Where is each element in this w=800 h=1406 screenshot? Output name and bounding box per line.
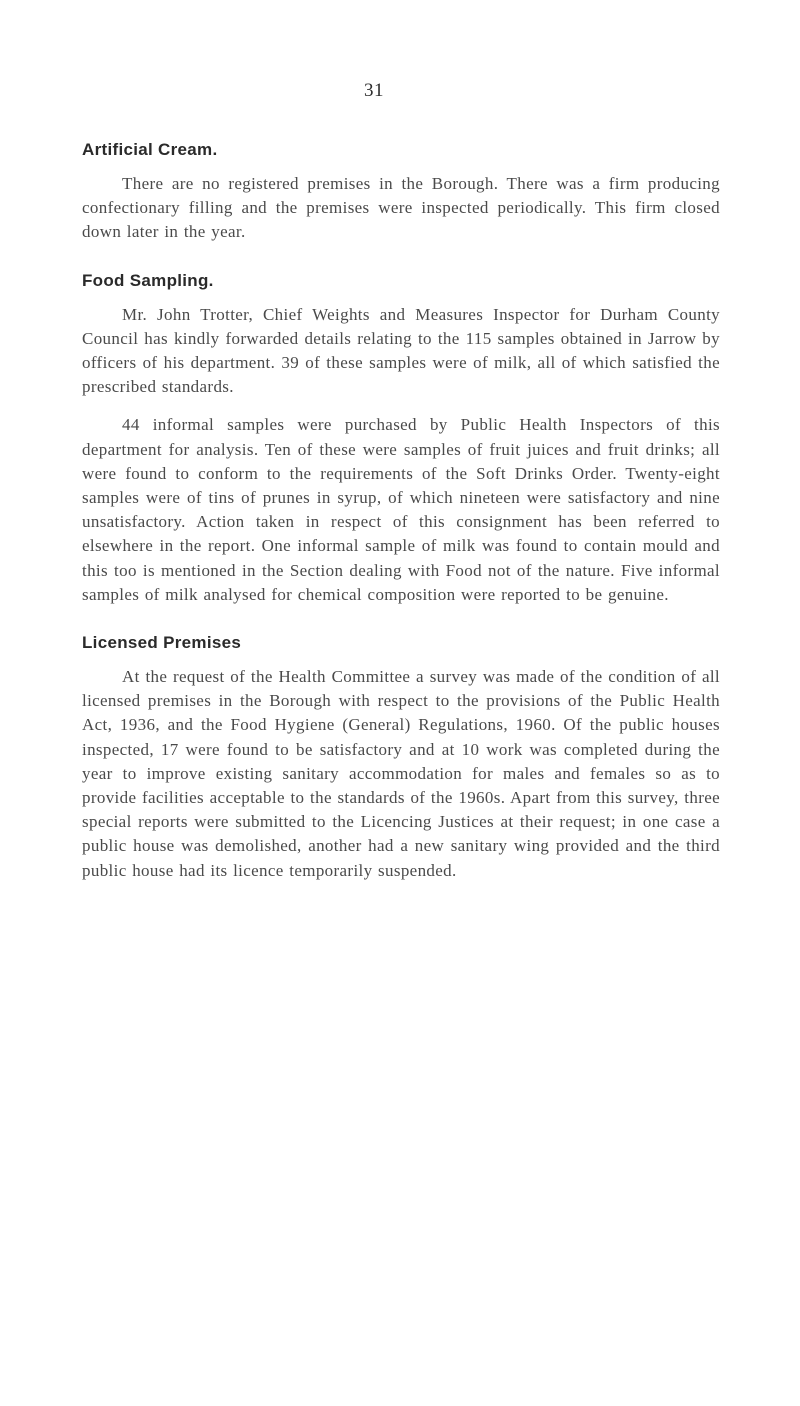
section-heading: Food Sampling. xyxy=(82,270,214,290)
paragraph: There are no registered premises in the Borough. There was a firm producing confectionary filling and the premises were inspected periodically. This firm closed down later in the year. xyxy=(82,174,720,242)
page-number: 31 xyxy=(364,80,384,101)
section-licensed-premises xyxy=(82,633,720,883)
page-content xyxy=(82,140,720,909)
paragraph: Mr. John Trotter, Chief Weights and Measures Inspector for Durham County Council has kindly forwarded details relating to the 115 samples obtained in Jarrow by officers of his department. 39 of these samples were of milk, all of which satisfied the prescribed standards. xyxy=(82,304,720,397)
section-food-sampling xyxy=(82,271,720,607)
section-heading: Artificial Cream. xyxy=(82,140,218,159)
section-heading: Licensed Premises xyxy=(82,633,242,653)
paragraph: 44 informal samples were purchased by Public Health Inspectors of this department for analysis. Ten of these were samples of fruit juices and fruit drinks; all were found to conform to the requirements of the Soft Drinks Order. Twenty-eight samples were of tins of prunes in syrup, of which nineteen were satisfactory and nine unsatisfactory. Action taken in respect of this consignment has been referred to elsewhere in the report. One informal sample of milk was found to contain mould and this too is mentioned in the Section dealing with Food not of the nature. Five informal samples of milk analysed for chemical composition were reported to be genuine. xyxy=(82,415,720,604)
paragraph: At the request of the Health Committee a survey was made of the condition of all licensed premises in the Borough with respect to the provisions of the Public Health Act, 1936, and the Food Hygiene (General) Regulations, 1960. Of the public houses inspected, 17 were found to be satisfactory and at 10 work was completed during the year to improve existing sanitary accommodation for males and females so as to provide facilities acceptable to the standards of the 1960s. Apart from this survey, three special reports were submitted to the Licencing Justices at their request; in one case a public house was demolished, another had a new sanitary wing provided and the third public house had its licence temporarily suspended. xyxy=(82,667,720,880)
section-artificial-cream xyxy=(82,140,720,245)
